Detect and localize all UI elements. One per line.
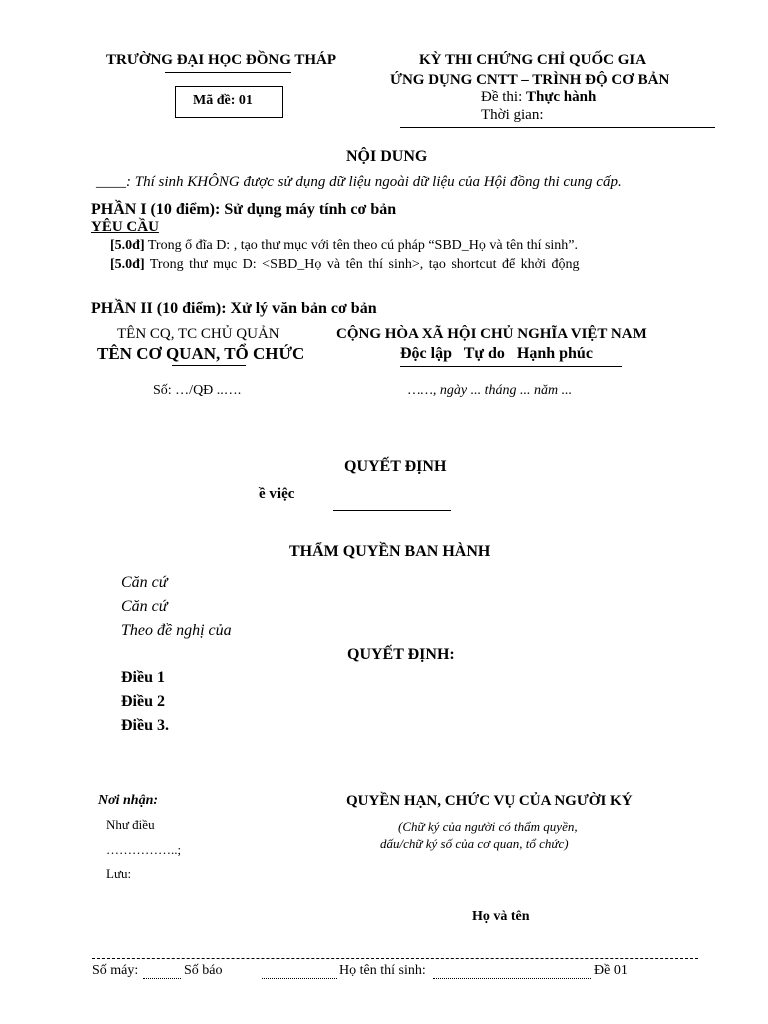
subject-underline — [333, 510, 451, 511]
exam-title-2: ỨNG DỤNG CNTT – TRÌNH ĐỘ CƠ BẢN — [390, 72, 670, 88]
article-3: Điều 3. — [121, 717, 169, 734]
motto-underline — [400, 366, 622, 367]
footer-report-dots — [262, 978, 337, 979]
footer-machine-no: Số máy: — [92, 963, 139, 978]
article-2: Điều 2 — [121, 693, 165, 710]
basis-1: Căn cứ — [121, 574, 168, 591]
footer-exam-no: Đề 01 — [594, 963, 628, 978]
footer-candidate-name: Họ tên thí sinh: — [339, 963, 426, 978]
part2-title: PHẦN II (10 điểm): Xử lý văn bản cơ bản — [91, 300, 377, 317]
header-rule — [400, 127, 715, 128]
article-1: Điều 1 — [121, 669, 165, 686]
parent-agency: TÊN CQ, TC CHỦ QUẢN — [117, 326, 280, 342]
task-1 — [110, 238, 578, 254]
exam-code: Mã đề: 01 — [193, 93, 253, 108]
decision-title: QUYẾT ĐỊNH — [344, 458, 447, 475]
footer-rule — [92, 958, 698, 959]
school-name: TRƯỜNG ĐẠI HỌC ĐỒNG THÁP — [106, 52, 337, 68]
exam-type-label: Đề thi: — [481, 89, 523, 105]
school-underline — [165, 72, 291, 73]
requirements-heading: YÊU CẦU — [91, 219, 159, 235]
decides-heading: QUYẾT ĐỊNH: — [347, 646, 455, 663]
recipient-2: ……………..; — [106, 842, 182, 857]
task-1-points: [5.0đ] — [110, 238, 145, 253]
decision-subject: ề việc — [259, 486, 295, 502]
task-2 — [110, 257, 579, 273]
part1-title: PHẦN I (10 điểm): Sử dụng máy tính cơ bản — [91, 201, 397, 218]
proposal: Theo đề nghị của — [121, 622, 232, 639]
recipients-label: Nơi nhận: — [98, 793, 159, 808]
republic-name: CỘNG HÒA XÃ HỘI CHỦ NGHĨA VIỆT NAM — [336, 326, 647, 342]
footer-name-dots — [433, 978, 591, 979]
notice-line — [96, 174, 622, 191]
footer-report-no: Số báo — [184, 963, 223, 978]
decision-number: Số: …/QĐ ..…. — [153, 383, 242, 398]
agency-underline — [172, 365, 246, 366]
task-2-points: [5.0đ] — [110, 257, 145, 272]
task-1-text: Trong ổ đĩa D: , tạo thư mục với tên theo cú pháp “SBD_Họ và tên thí sinh”. — [147, 238, 579, 253]
motto: Độc lập Tự do Hạnh phúc — [400, 345, 593, 362]
notice-blank: ____ — [96, 174, 126, 190]
content-heading: NỘI DUNG — [346, 148, 428, 165]
agency-name: TÊN CƠ QUAN, TỔ CHỨC — [97, 344, 305, 363]
notice-text: : Thí sinh KHÔNG được sử dụng dữ liệu ngoài dữ liệu của Hội đồng thi cung cấp. — [126, 174, 622, 190]
archive: Lưu: — [106, 866, 132, 881]
exam-type — [481, 89, 596, 106]
footer-machine-dots — [143, 978, 181, 979]
date-line: ……, ngày ... tháng ... năm ... — [408, 383, 573, 398]
exam-title-1: KỲ THI CHỨNG CHỈ QUỐC GIA — [419, 52, 647, 68]
exam-type-value: Thực hành — [526, 89, 597, 105]
authority-title: THẨM QUYỀN BAN HÀNH — [289, 543, 491, 560]
time-label: Thời gian: — [481, 107, 544, 123]
recipient-1: Như điều — [106, 817, 155, 832]
signer-name: Họ và tên — [472, 909, 530, 924]
basis-2: Căn cứ — [121, 598, 168, 615]
signature-note-1: (Chữ ký của người có thẩm quyền, — [398, 819, 578, 834]
signature-note-2: dấu/chữ ký số của cơ quan, tổ chức) — [380, 836, 569, 851]
task-2-text: Trong thư mục D: <SBD_Họ và tên thí sinh>, tạo shortcut để khởi động — [149, 257, 580, 272]
signer-title: QUYỀN HẠN, CHỨC VỤ CỦA NGƯỜI KÝ — [346, 793, 633, 809]
